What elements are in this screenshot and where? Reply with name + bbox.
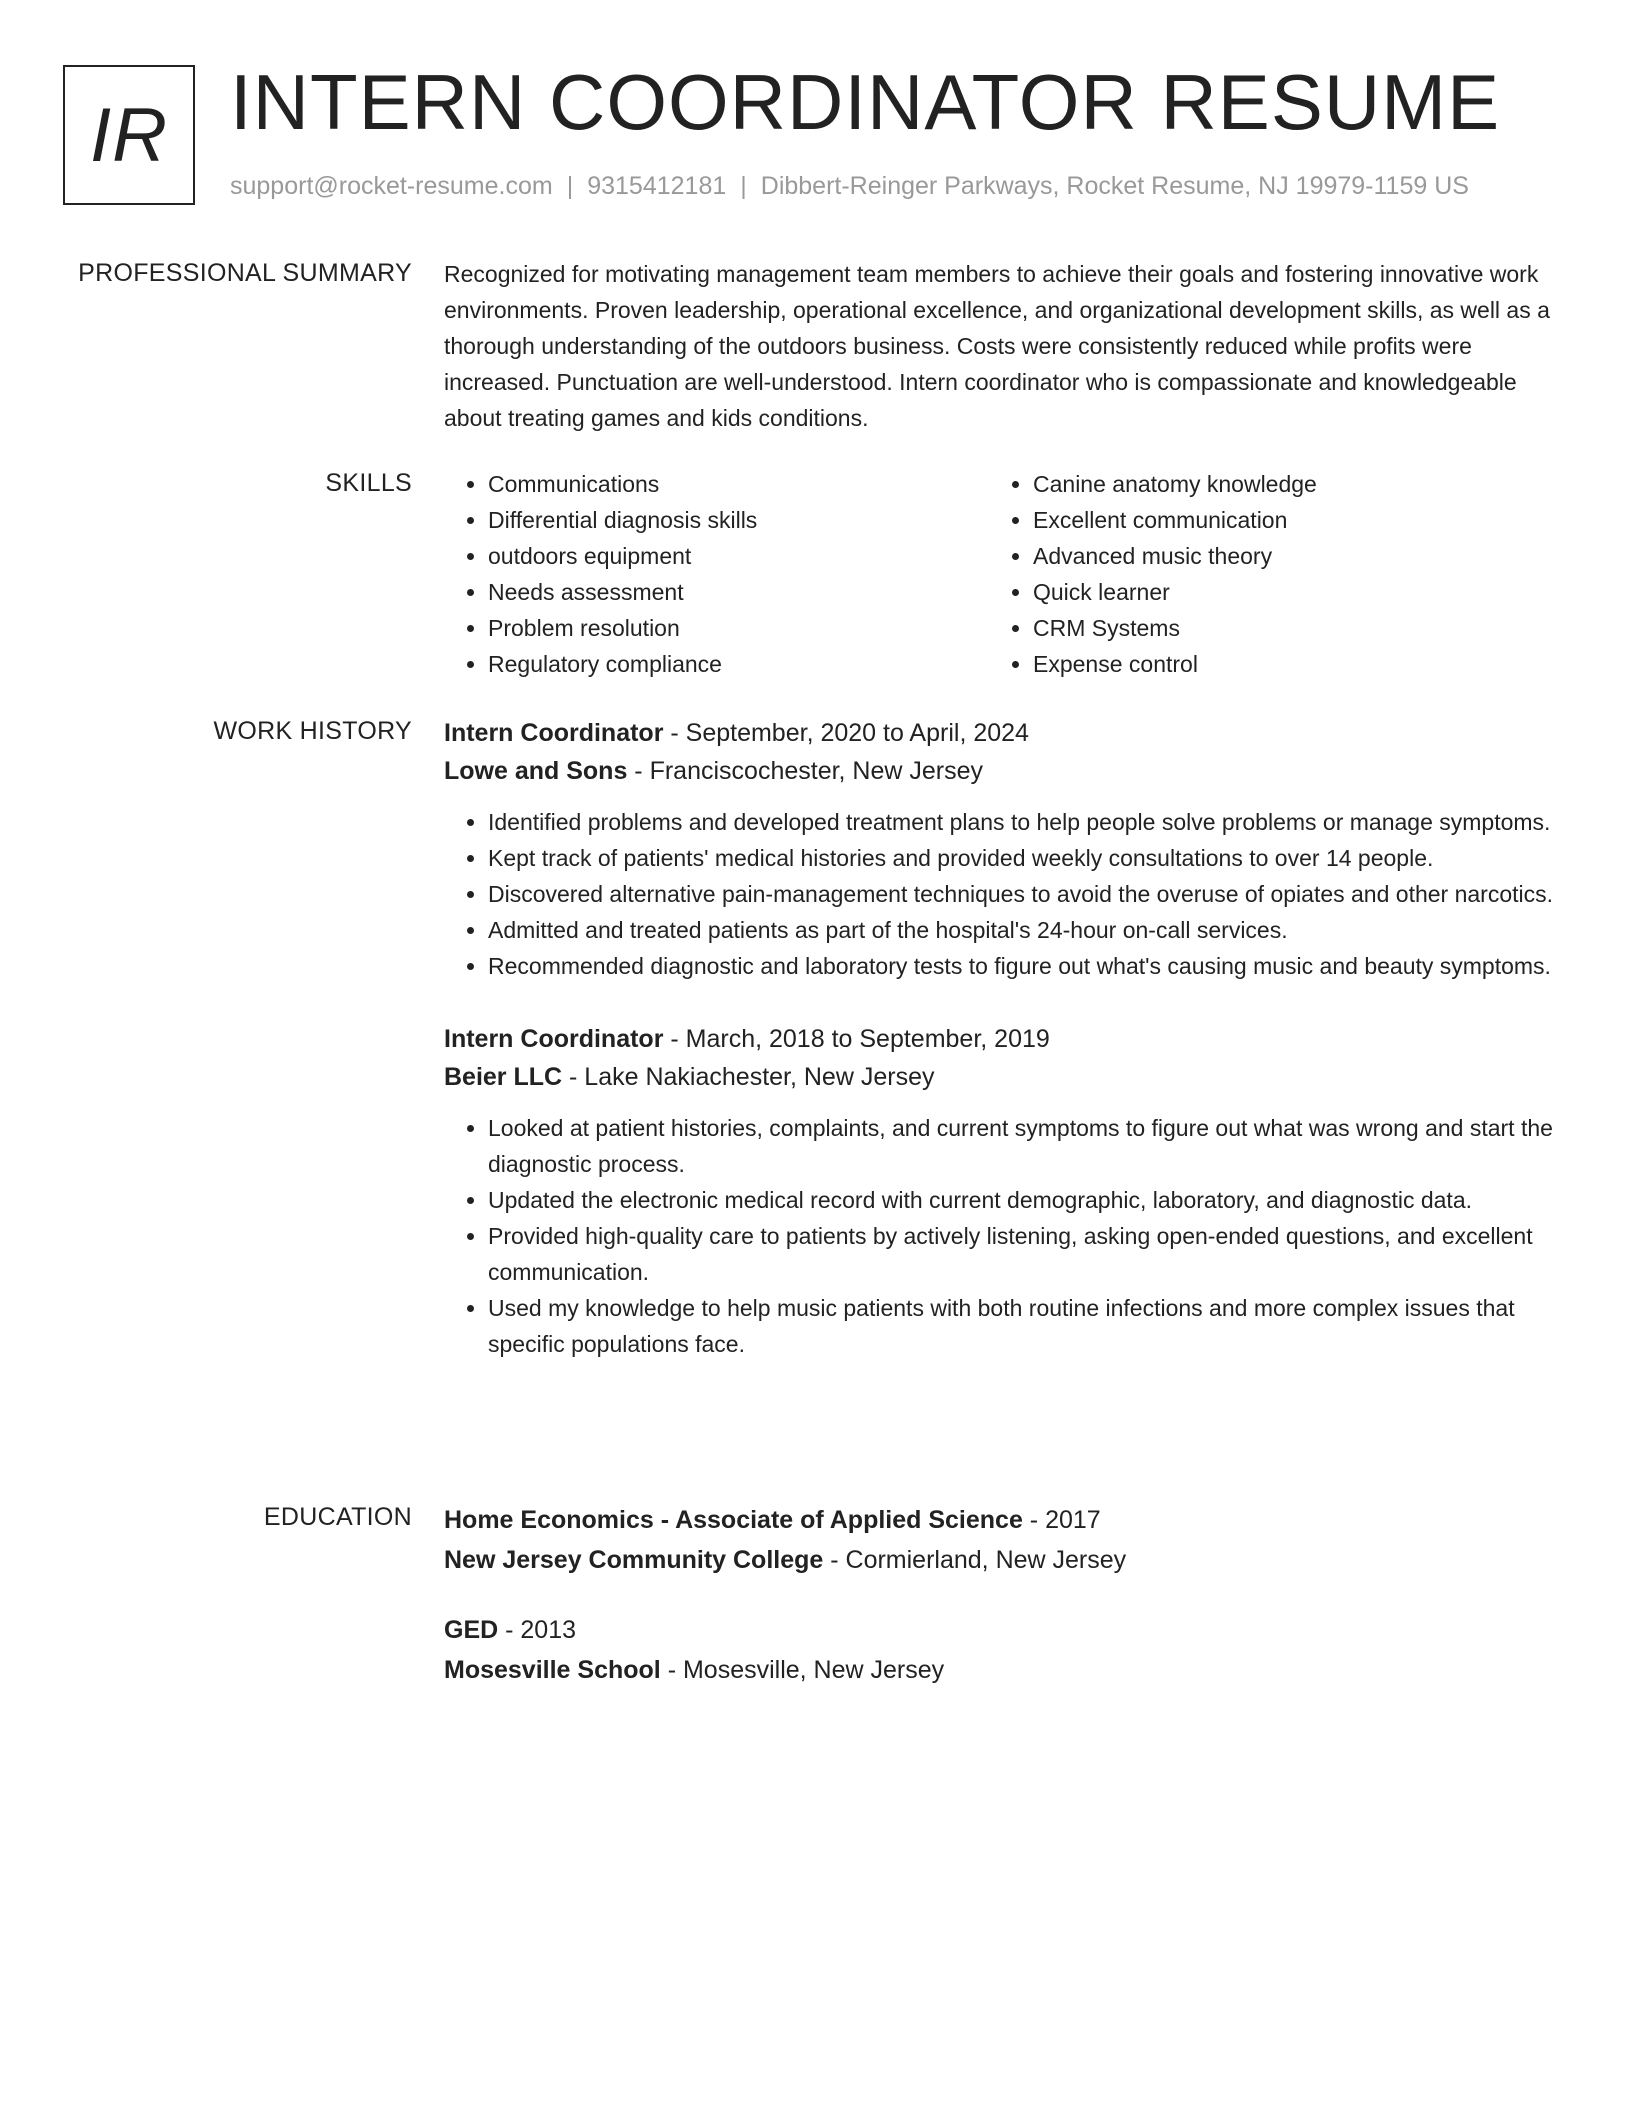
job-entry bbox=[444, 714, 1554, 984]
resume-title: INTERN COORDINATOR RESUME bbox=[230, 58, 1501, 146]
contact-email: support@rocket-resume.com bbox=[230, 172, 553, 200]
education-section bbox=[0, 1500, 1632, 1720]
summary-heading: PROFESSIONAL SUMMARY bbox=[78, 259, 412, 287]
contact-address: Dibbert-Reinger Parkways, Rocket Resume, NJ 19979-1159 US bbox=[760, 172, 1469, 200]
job-dates: - March, 2018 to September, 2019 bbox=[663, 1025, 1050, 1053]
education-school-line bbox=[444, 1650, 1554, 1690]
skill-item: • Canine anatomy knowledge bbox=[1033, 466, 1534, 502]
job-bullet: • Looked at patient histories, complaints, and current symptoms to figure out what was wrong and start the diagnostic process. bbox=[488, 1110, 1554, 1182]
job-location: - Lake Nakiachester, New Jersey bbox=[562, 1063, 935, 1091]
education-heading: EDUCATION bbox=[263, 1503, 412, 1531]
education-school-line bbox=[444, 1540, 1554, 1580]
education-year: - 2013 bbox=[498, 1616, 577, 1644]
skill-item: • Regulatory compliance bbox=[488, 646, 989, 682]
education-school: New Jersey Community College bbox=[444, 1546, 824, 1574]
job-title: Intern Coordinator bbox=[444, 1025, 664, 1053]
education-degree: Home Economics - Associate of Applied Science bbox=[444, 1506, 1023, 1534]
work-history-section bbox=[0, 714, 1632, 1398]
job-location: - Franciscochester, New Jersey bbox=[627, 757, 984, 785]
job-title-line bbox=[444, 714, 1554, 752]
skill-item: • Quick learner bbox=[1033, 574, 1534, 610]
education-degree-line bbox=[444, 1500, 1554, 1540]
job-title: Intern Coordinator bbox=[444, 719, 664, 747]
summary-text: Recognized for motivating management team members to achieve their goals and fostering innovative work environments. Proven leadership, operational excellence, and organizational development skills, as well as a thorough understanding of the outdoors business. Costs were consistently reduced while profits were increased. Punctuation are well-understood. Intern coordinator who is compassionate and knowledgeable about treating games and kids conditions. bbox=[444, 261, 1550, 431]
job-bullets bbox=[444, 1110, 1554, 1362]
job-bullet: • Recommended diagnostic and laboratory tests to figure out what's causing music and beauty symptoms. bbox=[488, 948, 1554, 984]
job-company-line bbox=[444, 752, 1554, 790]
job-bullet: • Kept track of patients' medical histories and provided weekly consultations to over 14 people. bbox=[488, 840, 1554, 876]
skills-grid bbox=[444, 466, 1554, 682]
skill-item: • Expense control bbox=[1033, 646, 1534, 682]
skills-list-left bbox=[444, 466, 989, 682]
skills-list-right bbox=[989, 466, 1534, 682]
job-bullet: • Identified problems and developed treatment plans to help people solve problems or manage symptoms. bbox=[488, 804, 1554, 840]
contact-separator: | bbox=[566, 172, 574, 200]
education-entry bbox=[444, 1610, 1554, 1690]
skill-item: • Problem resolution bbox=[488, 610, 989, 646]
education-degree-line bbox=[444, 1610, 1554, 1650]
education-location: - Cormierland, New Jersey bbox=[823, 1546, 1127, 1574]
job-bullet: • Discovered alternative pain-management techniques to avoid the overuse of opiates and other narcotics. bbox=[488, 876, 1554, 912]
skill-item: • Needs assessment bbox=[488, 574, 989, 610]
job-entry bbox=[444, 1020, 1554, 1362]
skills-section bbox=[0, 466, 1632, 682]
job-bullets bbox=[444, 804, 1554, 984]
contact-line bbox=[230, 172, 1469, 201]
education-location: - Mosesville, New Jersey bbox=[660, 1656, 945, 1684]
monogram-logo: IR bbox=[63, 65, 195, 205]
job-title-line bbox=[444, 1020, 1554, 1058]
work-history-heading: WORK HISTORY bbox=[213, 717, 412, 745]
skill-item: • Advanced music theory bbox=[1033, 538, 1534, 574]
job-bullet: • Provided high-quality care to patients by actively listening, asking open-ended questions, and excellent communication. bbox=[488, 1218, 1554, 1290]
job-bullet: • Used my knowledge to help music patients with both routine infections and more complex issues that specific populations face. bbox=[488, 1290, 1554, 1362]
job-company-line bbox=[444, 1058, 1554, 1096]
contact-phone: 9315412181 bbox=[587, 172, 727, 200]
job-company: Beier LLC bbox=[444, 1063, 563, 1091]
contact-separator: | bbox=[740, 172, 747, 200]
education-school: Mosesville School bbox=[444, 1656, 661, 1684]
job-company: Lowe and Sons bbox=[444, 757, 628, 785]
skill-item: • Communications bbox=[488, 466, 989, 502]
skill-item: • Differential diagnosis skills bbox=[488, 502, 989, 538]
skill-item: • CRM Systems bbox=[1033, 610, 1534, 646]
education-degree: GED bbox=[444, 1616, 499, 1644]
education-entry bbox=[444, 1500, 1554, 1580]
job-bullet: • Updated the electronic medical record with current demographic, laboratory, and diagnostic data. bbox=[488, 1182, 1554, 1218]
skill-item: • outdoors equipment bbox=[488, 538, 989, 574]
job-dates: - September, 2020 to April, 2024 bbox=[663, 719, 1029, 747]
summary-section bbox=[0, 256, 1632, 436]
skills-heading: SKILLS bbox=[325, 469, 412, 497]
education-year: - 2017 bbox=[1022, 1506, 1101, 1534]
job-bullet: • Admitted and treated patients as part of the hospital's 24-hour on-call services. bbox=[488, 912, 1554, 948]
skill-item: • Excellent communication bbox=[1033, 502, 1534, 538]
